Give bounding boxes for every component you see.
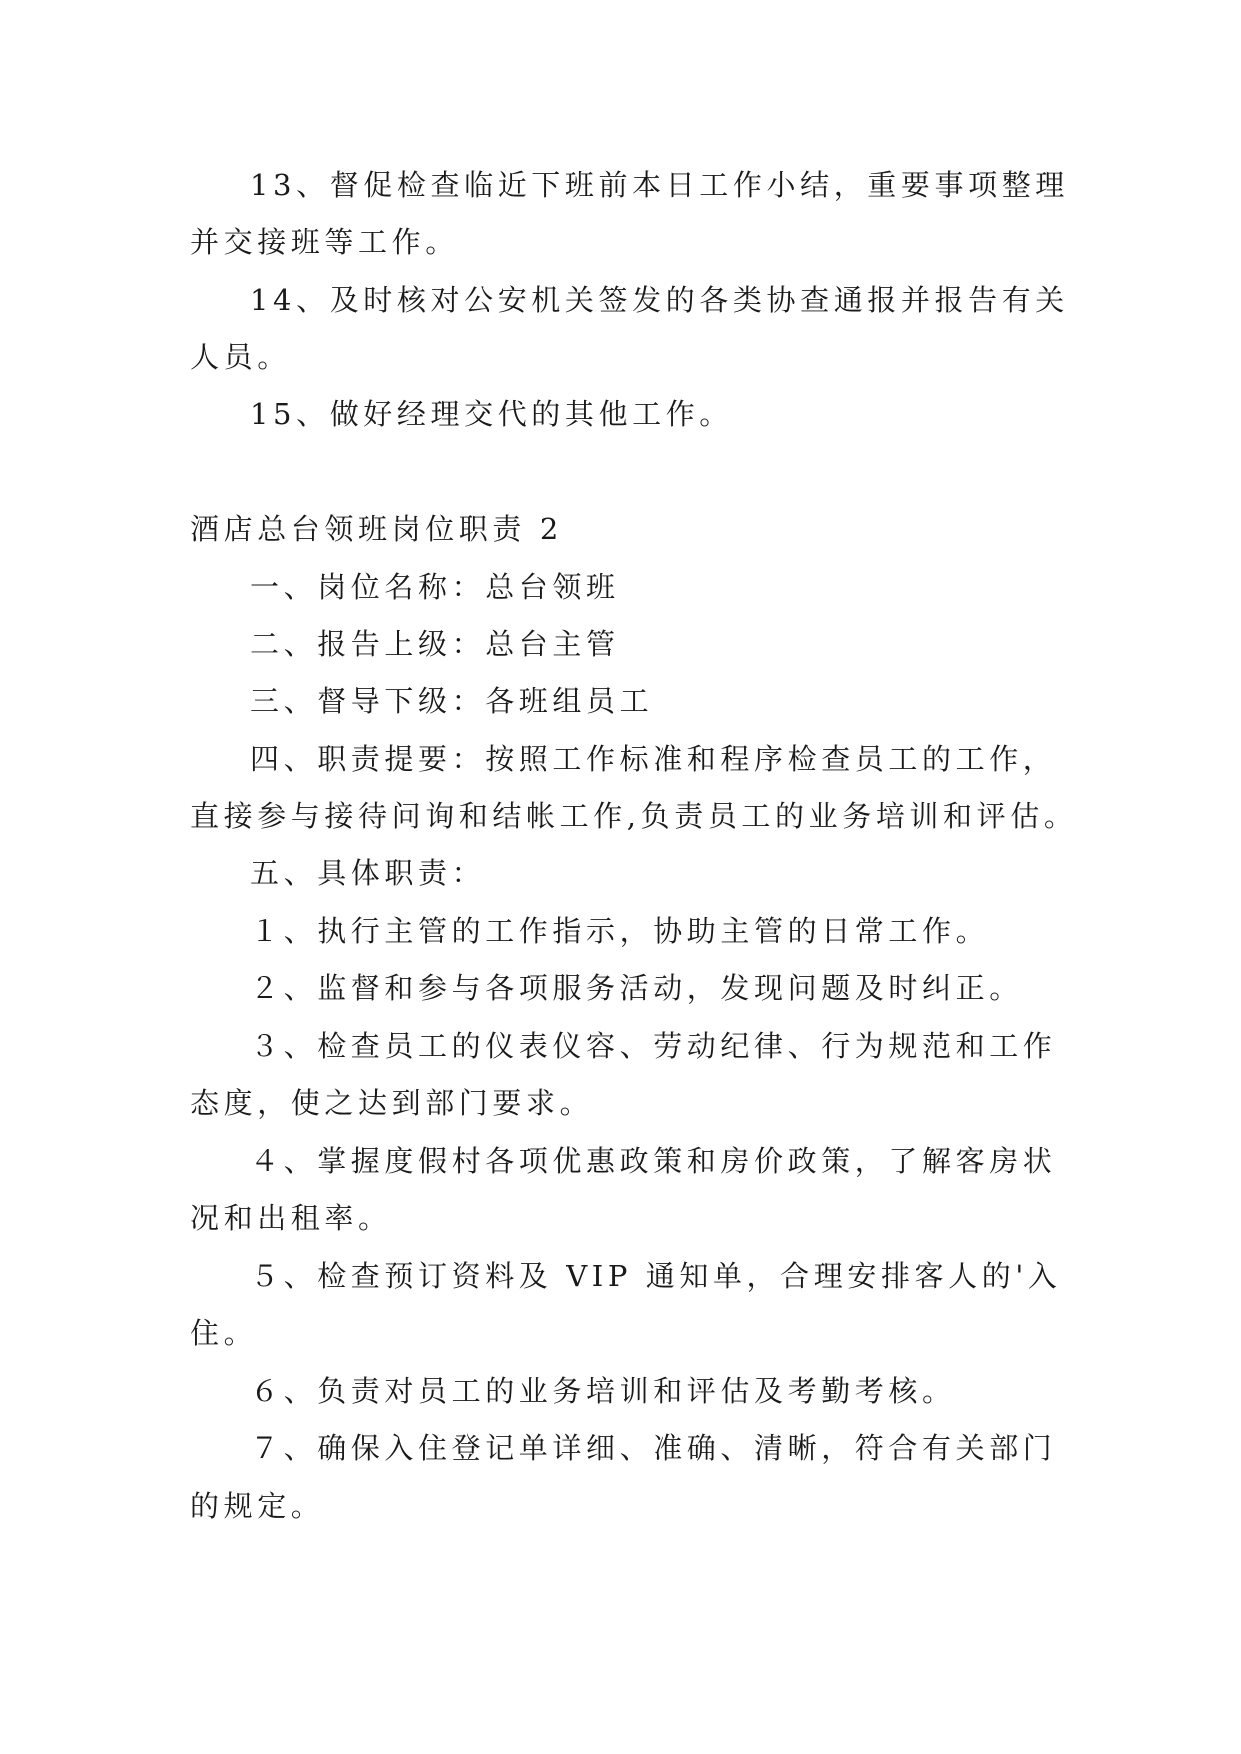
paragraph-15: 15、做好经理交代的其他工作。 <box>250 397 733 431</box>
duty-3-line-1: ３、检查员工的仪表仪容、劳动纪律、行为规范和工作 <box>250 1029 1057 1063</box>
duty-7-line-2: 的规定。 <box>190 1489 325 1523</box>
item-supervises: 三、督导下级：各班组员工 <box>250 684 654 718</box>
duty-2: ２、监督和参与各项服务活动，发现问题及时纠正。 <box>250 971 1023 1005</box>
item-reports-to: 二、报告上级：总台主管 <box>250 627 620 661</box>
duty-6: ６、负责对员工的业务培训和评估及考勤考核。 <box>250 1374 956 1408</box>
paragraph-14-line-2: 人员。 <box>190 340 291 374</box>
item-summary-line-2: 直接参与接待问询和结帐工作,负责员工的业务培训和评估。 <box>190 799 1078 833</box>
item-summary-line-1: 四、职责提要：按照工作标准和程序检查员工的工作， <box>250 742 1057 776</box>
duty-1: １、执行主管的工作指示，协助主管的日常工作。 <box>250 914 990 948</box>
duty-5-line-1: ５、检查预订资料及 VIP 通知单，合理安排客人的'入 <box>250 1259 1062 1293</box>
duty-5-line-2: 住。 <box>190 1316 258 1350</box>
duty-4-line-2: 况和出租率。 <box>190 1201 392 1235</box>
paragraph-13-line-2: 并交接班等工作。 <box>190 225 459 259</box>
section-heading: 酒店总台领班岗位职责 2 <box>190 512 563 546</box>
item-position-name: 一、岗位名称：总台领班 <box>250 570 620 604</box>
item-duties-heading: 五、具体职责： <box>250 856 486 890</box>
duty-3-line-2: 态度，使之达到部门要求。 <box>190 1086 594 1120</box>
paragraph-14-line-1: 14、及时核对公安机关签发的各类协查通报并报告有关 <box>250 283 1069 317</box>
duty-4-line-1: ４、掌握度假村各项优惠政策和房价政策，了解客房状 <box>250 1144 1057 1178</box>
paragraph-13-line-1: 13、督促检查临近下班前本日工作小结，重要事项整理 <box>250 168 1069 202</box>
duty-7-line-1: ７、确保入住登记单详细、准确、清晰，符合有关部门 <box>250 1431 1057 1465</box>
